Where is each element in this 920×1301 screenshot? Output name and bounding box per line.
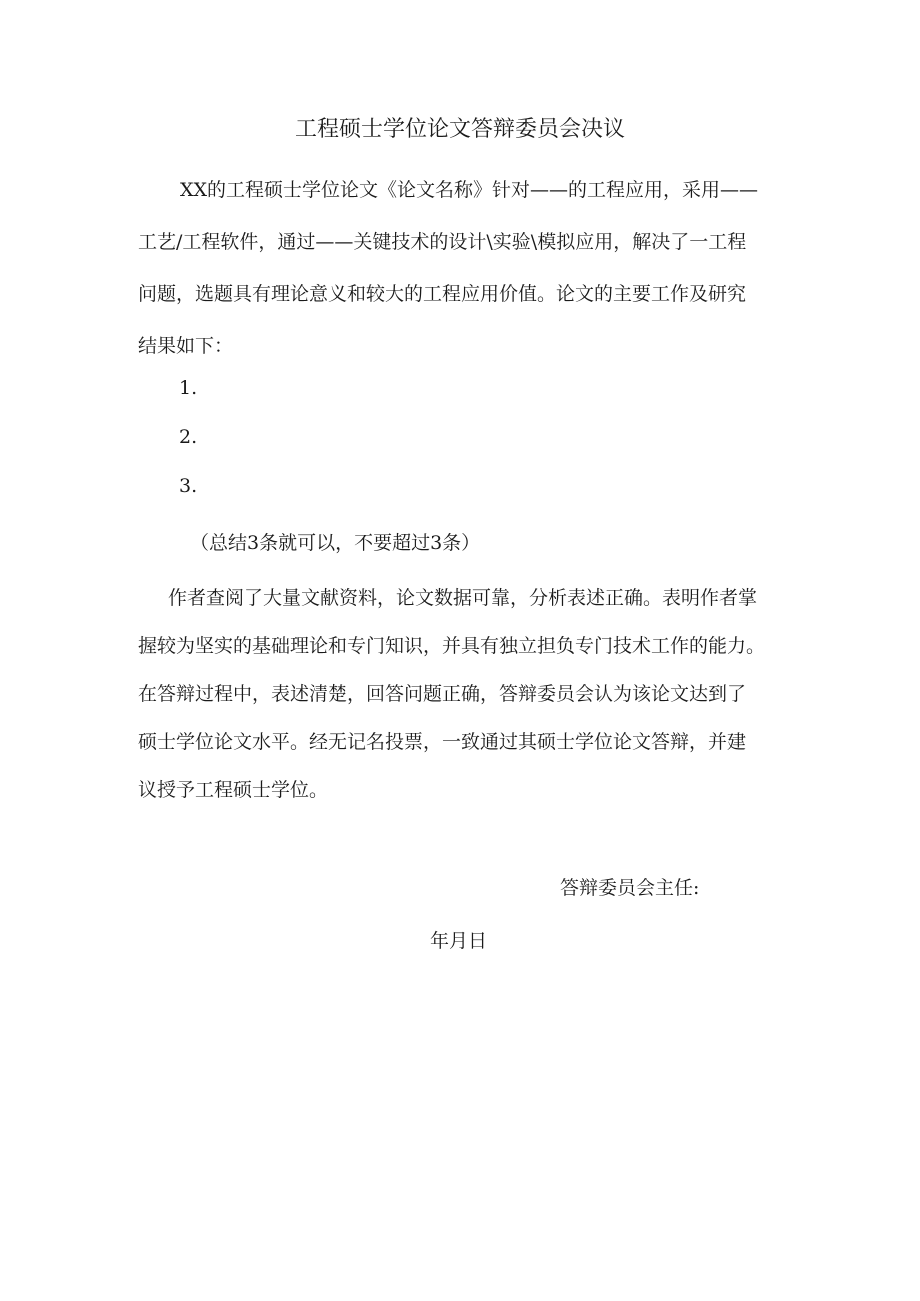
- summary-note: （总结3条就可以，不要超过3条）: [190, 532, 481, 554]
- committee-chair-signature-label: 答辩委员会主任:: [560, 877, 700, 899]
- date-label: 年月日: [430, 930, 488, 952]
- evaluation-line: 作者查阅了大量文献资料，论文数据可靠，分析表述正确。表明作者掌: [168, 587, 758, 609]
- results-list: [179, 364, 197, 511]
- document-title: 工程硕士学位论文答辩委员会决议: [294, 117, 625, 142]
- intro-line: XX的工程硕士学位论文《论文名称》针对——的工程应用，采用——: [180, 179, 759, 201]
- intro-paragraph: [138, 164, 788, 372]
- intro-line: 问题，选题具有理论意义和较大的工程应用价值。论文的主要工作及研究: [138, 283, 747, 305]
- evaluation-line: 握较为坚实的基础理论和专门知识，并具有独立担负专门技术工作的能力。: [138, 635, 766, 657]
- list-item: 2.: [179, 426, 198, 448]
- evaluation-line: 硕士学位论文水平。经无记名投票，一致通过其硕士学位论文答辩，并建: [138, 731, 747, 753]
- evaluation-paragraph: [138, 574, 808, 814]
- list-item: 3.: [179, 475, 198, 497]
- list-item: 1.: [179, 377, 198, 399]
- intro-line: 结果如下：: [138, 335, 234, 357]
- evaluation-line: 在答辩过程中，表述清楚，回答问题正确，答辩委员会认为该论文达到了: [138, 683, 747, 705]
- evaluation-line: 议授予工程硕士学位。: [138, 779, 329, 801]
- intro-line: 工艺/工程软件，通过——关键技术的设计\实验\模拟应用，解决了一工程: [138, 231, 747, 253]
